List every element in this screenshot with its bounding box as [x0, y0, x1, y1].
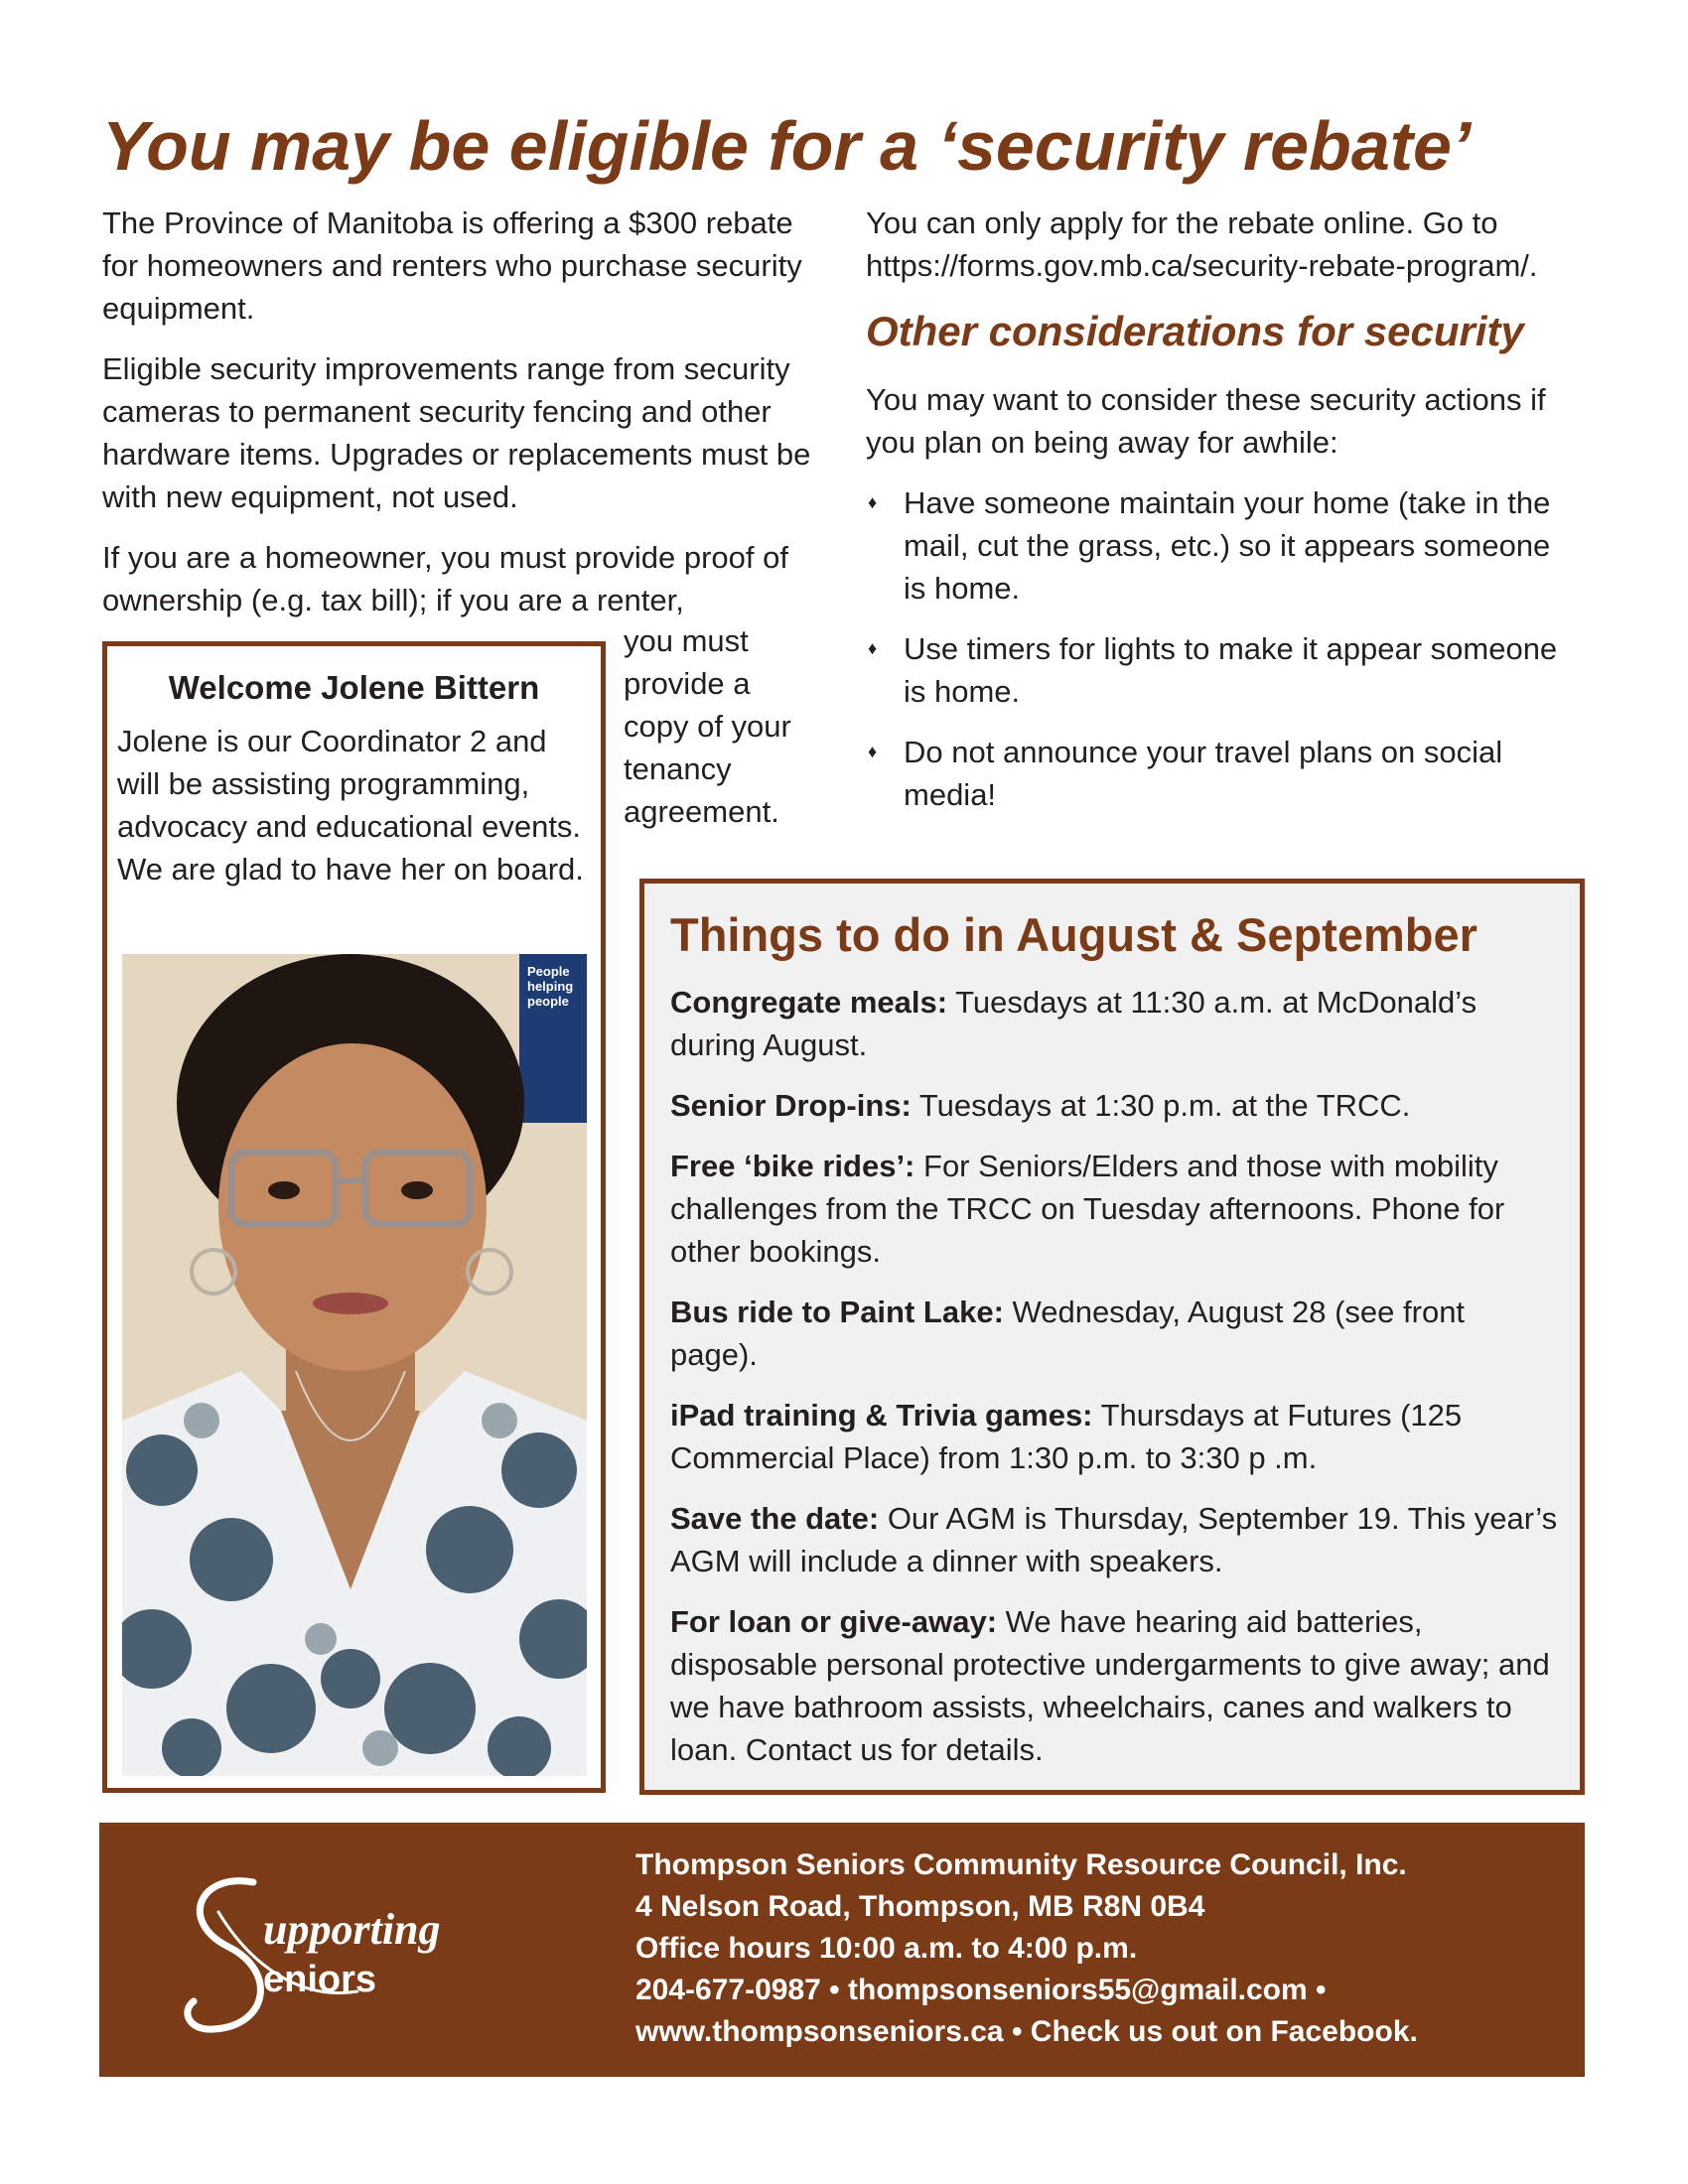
event-label: Free ‘bike rides’:	[670, 1149, 915, 1183]
event-item	[670, 1145, 1560, 1273]
considerations-intro: You may want to consider these security actions if you plan on being away for awhile:	[866, 382, 1546, 460]
event-item	[670, 1394, 1560, 1479]
poster-text: People	[527, 964, 570, 979]
website-facebook: www.thompsonseniors.ca • Check us out on Facebook.	[635, 2015, 1418, 2048]
footer-banner	[99, 1823, 1585, 2077]
office-hours: Office hours 10:00 a.m. to 4:00 p.m.	[635, 1932, 1138, 1965]
logo-text-supporting: upporting	[263, 1905, 441, 1954]
event-item	[670, 1497, 1560, 1582]
event-text: Tuesdays at 11:30 a.m. at McDonald’s during August.	[670, 985, 1477, 1062]
portrait-illustration	[122, 954, 587, 1776]
diamond-bullet-icon: ♦	[868, 742, 878, 761]
event-label: Senior Drop-ins:	[670, 1088, 912, 1123]
list-item: ♦ Have someone maintain your home (take in the mail, cut the grass, etc.) so it appears someone is home.	[866, 481, 1571, 610]
event-label: iPad training & Trivia games:	[670, 1398, 1093, 1433]
events-box	[639, 879, 1585, 1795]
event-text: For Seniors/Elders and those with mobility challenges from the TRCC on Tuesday afternoons. Phone for other bookings.	[670, 1149, 1505, 1269]
rebate-paragraph: Eligible security improvements range from security cameras to permanent security fencing and other hardware items. Upgrades or replacements must be with new equipment, not used.	[102, 351, 811, 514]
event-item	[670, 981, 1560, 1066]
org-name: Thompson Seniors Community Resource Council, Inc.	[635, 1848, 1407, 1881]
event-label: Congregate meals:	[670, 985, 948, 1020]
page-title: You may be eligible for a ‘security rebate’	[102, 107, 1472, 185]
event-text: Thursdays at Futures (125 Commercial Place) from 1:30 p.m. to 3:30 p .m.	[670, 1398, 1463, 1475]
event-label: Save the date:	[670, 1501, 880, 1536]
renter-requirement-text: you must provide a copy of your tenancy agreement.	[624, 623, 791, 829]
considerations-heading: Other considerations for security	[866, 308, 1524, 354]
list-item: ♦ Do not announce your travel plans on social media!	[866, 731, 1571, 816]
phone-email: 204-677-0987 • thompsonseniors55@gmail.com •	[635, 1974, 1327, 2006]
address: 4 Nelson Road, Thompson, MB R8N 0B4	[635, 1890, 1205, 1923]
event-item	[670, 1084, 1560, 1127]
security-tips-list	[866, 481, 1571, 816]
rebate-article	[102, 202, 815, 639]
poster-text: people	[527, 994, 569, 1009]
event-text: Wednesday, August 28 (see front page).	[670, 1295, 1466, 1372]
staff-photo	[122, 954, 587, 1776]
event-item	[670, 1291, 1560, 1376]
events-heading: Things to do in August & September	[670, 908, 1477, 961]
poster-text: helping	[527, 979, 574, 994]
event-item	[670, 1600, 1560, 1771]
event-text: Our AGM is Thursday, September 19. This year’s AGM will include a dinner with speakers.	[670, 1501, 1558, 1578]
diamond-bullet-icon: ♦	[868, 638, 878, 658]
event-text: Tuesdays at 1:30 p.m. at the TRCC.	[911, 1088, 1411, 1123]
rebate-paragraph: If you are a homeowner, you must provide proof of ownership (e.g. tax bill); if you are a renter,	[102, 540, 788, 617]
rebate-paragraph: The Province of Manitoba is offering a $300 rebate for homeowners and renters who purchase security equipment.	[102, 205, 802, 326]
welcome-box	[102, 641, 606, 1793]
apply-online-text: You can only apply for the rebate online. Go to https://forms.gov.mb.ca/security-rebate-program/.	[866, 205, 1538, 283]
considerations-column	[866, 202, 1571, 834]
event-text: We have hearing aid batteries, disposable personal protective undergarments to give away; and we have bathroom assists, wheelchairs, canes and walkers to loan. Contact us for details.	[670, 1604, 1550, 1767]
welcome-body: Jolene is our Coordinator 2 and will be assisting programming, advocacy and educational events. We are glad to have her on board.	[117, 724, 584, 887]
list-item: ♦ Use timers for lights to make it appear someone is home.	[866, 627, 1571, 713]
logo-text-seniors: eniors	[263, 1959, 377, 2000]
supporting-seniors-logo	[159, 1852, 477, 2051]
welcome-heading: Welcome Jolene Bittern	[168, 669, 540, 706]
diamond-bullet-icon: ♦	[868, 492, 878, 512]
event-label: Bus ride to Paint Lake:	[670, 1295, 1004, 1329]
contact-info	[635, 1844, 1418, 2053]
event-label: For loan or give-away:	[670, 1604, 998, 1639]
